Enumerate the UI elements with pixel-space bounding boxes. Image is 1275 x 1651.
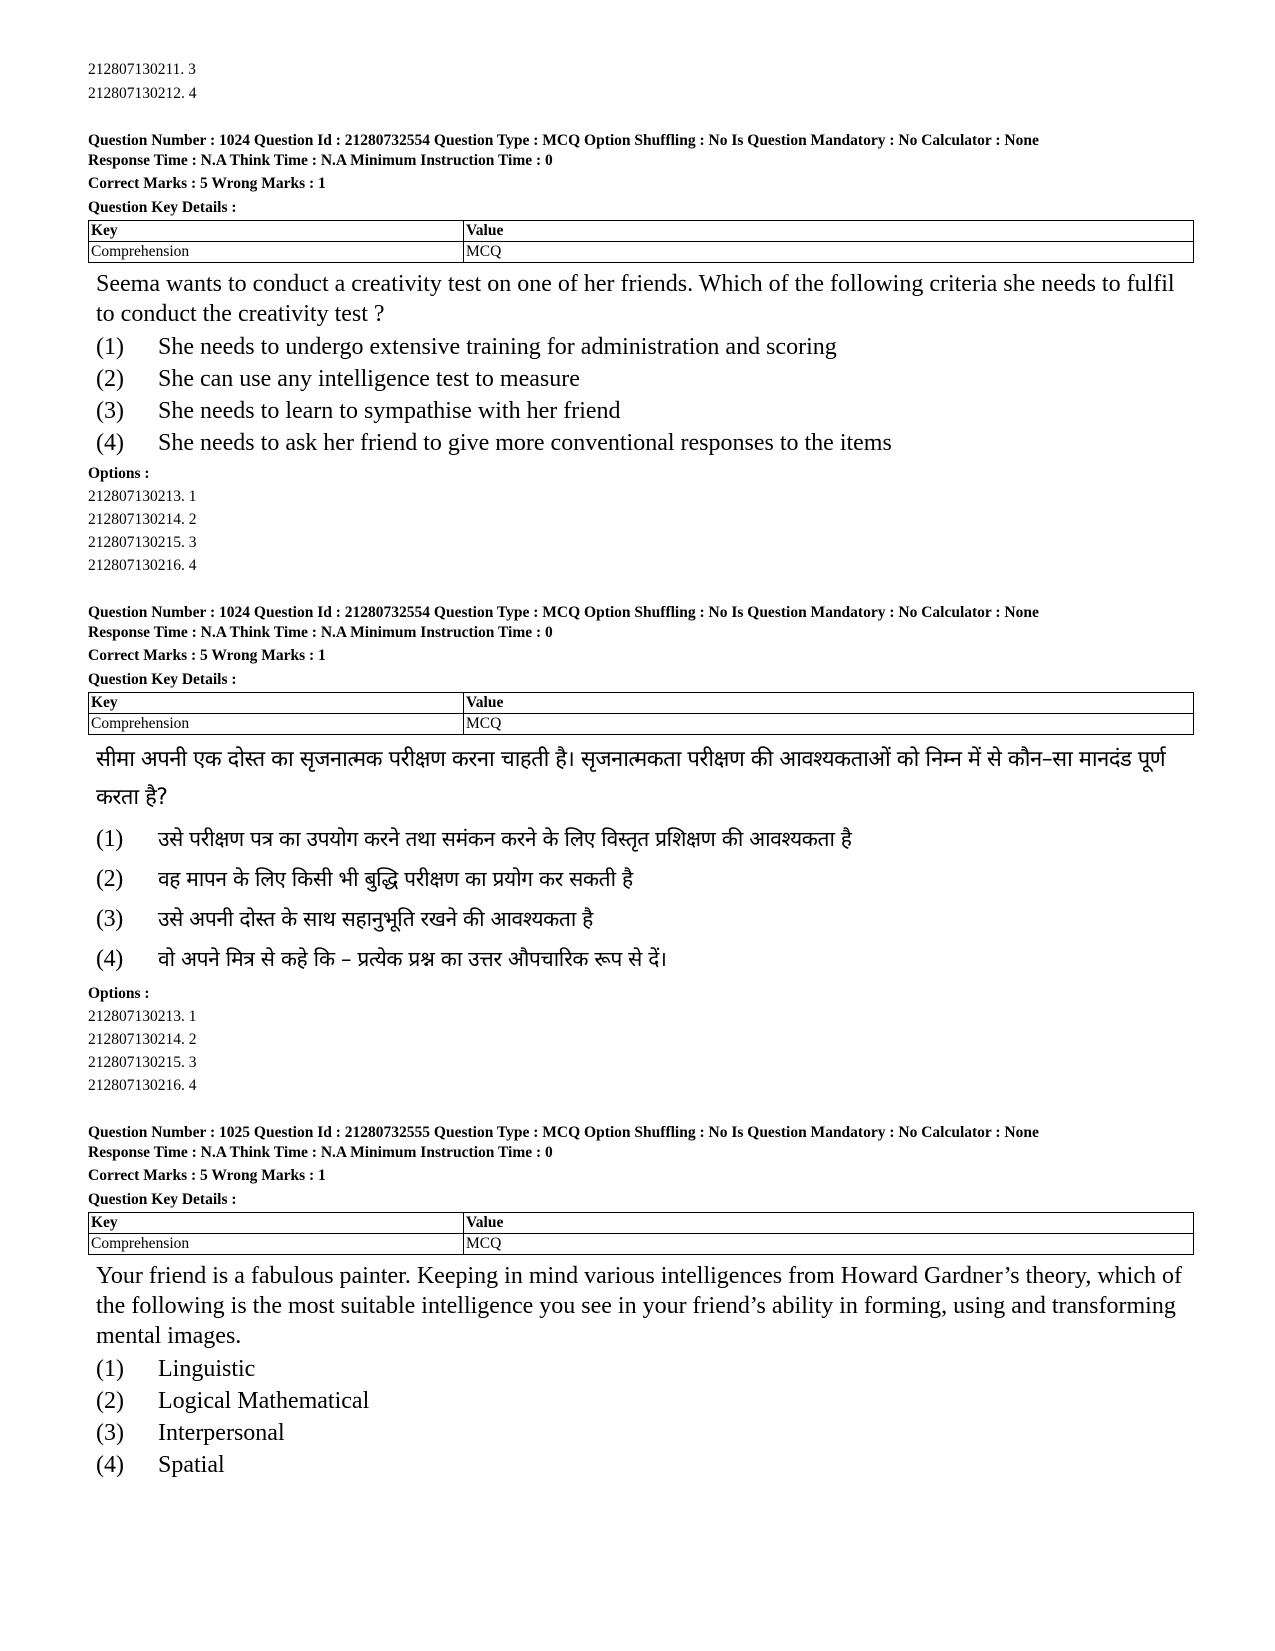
- question-text: Seema wants to conduct a creativity test on one of her friends. Which of the following criteria she needs to fulfil to conduct the creativity test ?: [96, 271, 1175, 327]
- question-separator: [88, 577, 1198, 603]
- choice-text: She needs to learn to sympathise with her friend: [158, 398, 621, 424]
- key-table-row: [89, 1234, 1194, 1255]
- choice-number: (4): [96, 1452, 124, 1478]
- key-table-row: [89, 714, 1194, 735]
- question-key-table: [88, 1212, 1194, 1255]
- option-id-line: 212807130211. 3: [88, 61, 196, 78]
- choice-number: (2): [96, 366, 124, 392]
- option-id-line: 212807130216. 4: [88, 557, 197, 574]
- choice-text: She needs to ask her friend to give more conventional responses to the items: [158, 430, 892, 456]
- options-label: Options :: [88, 985, 150, 1002]
- choice-number: (2): [96, 866, 123, 892]
- choice-number: (1): [96, 826, 123, 852]
- key-header-cell: Key: [89, 1213, 464, 1234]
- choice-text: Linguistic: [158, 1356, 256, 1382]
- answer-choice: [96, 395, 1198, 427]
- answer-choices: [96, 1353, 1198, 1481]
- value-cell: MCQ: [464, 1234, 1194, 1255]
- answer-choice: [96, 939, 1198, 979]
- key-cell: Comprehension: [89, 242, 464, 263]
- question-1024-english: [88, 131, 1198, 577]
- choice-text: She needs to undergo extensive training for administration and scoring: [158, 334, 837, 360]
- key-header-cell: Key: [89, 221, 464, 242]
- question-timing-line: Response Time : N.A Think Time : N.A Minimum Instruction Time : 0: [88, 151, 553, 169]
- value-header-cell: Value: [464, 221, 1194, 242]
- previous-question-options: [88, 58, 1198, 106]
- question-marks: Correct Marks : 5 Wrong Marks : 1: [88, 175, 326, 192]
- question-key-details-label: Question Key Details :: [88, 1190, 237, 1208]
- choice-text: Logical Mathematical: [158, 1388, 370, 1414]
- question-marks: Correct Marks : 5 Wrong Marks : 1: [88, 1167, 326, 1184]
- choice-number: (3): [96, 1420, 124, 1446]
- value-cell: MCQ: [464, 242, 1194, 263]
- option-id-line: 212807130216. 4: [88, 1077, 197, 1094]
- choice-text: उसे परीक्षण पत्र का उपयोग करने तथा समंकन करने के लिए विस्तृत प्रशिक्षण की आवश्यकता है: [158, 827, 852, 851]
- choice-number: (1): [96, 1356, 124, 1382]
- question-text: सीमा अपनी एक दोस्त का सृजनात्मक परीक्षण करना चाहती है। सृजनात्मकता परीक्षण की आवश्यकताओं को निम्न में से कौन–सा मानदंड पूर्ण करता है?: [96, 747, 1166, 810]
- question-text: Your friend is a fabulous painter. Keeping in mind various intelligences from Howard Gardner’s theory, which of the following is the most suitable intelligence you see in your friend’s ability in forming, using and transforming mental images.: [96, 1263, 1182, 1349]
- question-timing-line: Response Time : N.A Think Time : N.A Minimum Instruction Time : 0: [88, 1143, 553, 1161]
- options-label: Options :: [88, 465, 150, 482]
- answer-choice: [96, 1353, 1198, 1385]
- value-header-cell: Value: [464, 1213, 1194, 1234]
- question-1025-english: [88, 1123, 1198, 1481]
- choice-number: (3): [96, 906, 123, 932]
- key-table-header-row: [89, 221, 1194, 242]
- value-header-cell: Value: [464, 693, 1194, 714]
- choice-text: Spatial: [158, 1452, 225, 1478]
- answer-choice: [96, 331, 1198, 363]
- document-page: [88, 58, 1198, 1481]
- question-key-table: [88, 692, 1194, 735]
- answer-choices: [96, 331, 1198, 459]
- choice-number: (3): [96, 398, 124, 424]
- answer-choice: [96, 1385, 1198, 1417]
- question-key-details-label: Question Key Details :: [88, 670, 237, 688]
- option-id-line: 212807130215. 3: [88, 534, 197, 551]
- choice-text: वह मापन के लिए किसी भी बुद्धि परीक्षण का प्रयोग कर सकती है: [158, 867, 633, 891]
- choice-text: उसे अपनी दोस्त के साथ सहानुभूति रखने की आवश्यकता है: [158, 907, 593, 931]
- choice-text: Interpersonal: [158, 1420, 285, 1446]
- option-id-line: 212807130212. 4: [88, 85, 197, 102]
- option-id-line: 212807130213. 1: [88, 488, 197, 505]
- question-key-details-label: Question Key Details :: [88, 198, 237, 216]
- question-meta-line: Question Number : 1025 Question Id : 21280732555 Question Type : MCQ Option Shuffling : No Is Question Mandatory : No Calculator : None: [88, 1124, 1039, 1141]
- choice-number: (2): [96, 1388, 124, 1414]
- question-separator: [88, 1097, 1198, 1123]
- question-timing-line: Response Time : N.A Think Time : N.A Minimum Instruction Time : 0: [88, 623, 553, 641]
- value-cell: MCQ: [464, 714, 1194, 735]
- choice-number: (4): [96, 430, 124, 456]
- choice-number: (4): [96, 946, 123, 972]
- choice-text: वो अपने मित्र से कहे कि – प्रत्येक प्रश्न का उत्तर औपचारिक रूप से दें।: [158, 947, 667, 971]
- answer-choice: [96, 819, 1198, 859]
- option-id-list: [88, 1005, 1198, 1097]
- answer-choice: [96, 899, 1198, 939]
- choice-text: She can use any intelligence test to measure: [158, 366, 580, 392]
- question-1024-hindi: [88, 603, 1198, 1097]
- question-marks: Correct Marks : 5 Wrong Marks : 1: [88, 647, 326, 664]
- key-cell: Comprehension: [89, 714, 464, 735]
- key-table-header-row: [89, 1213, 1194, 1234]
- answer-choice: [96, 859, 1198, 899]
- question-meta-line: Question Number : 1024 Question Id : 21280732554 Question Type : MCQ Option Shuffling : No Is Question Mandatory : No Calculator : None: [88, 604, 1039, 621]
- answer-choice: [96, 1449, 1198, 1481]
- key-header-cell: Key: [89, 693, 464, 714]
- key-table-header-row: [89, 693, 1194, 714]
- question-meta-line: Question Number : 1024 Question Id : 21280732554 Question Type : MCQ Option Shuffling : No Is Question Mandatory : No Calculator : None: [88, 132, 1039, 149]
- key-table-row: [89, 242, 1194, 263]
- answer-choice: [96, 1417, 1198, 1449]
- key-cell: Comprehension: [89, 1234, 464, 1255]
- option-id-line: 212807130214. 2: [88, 511, 197, 528]
- choice-number: (1): [96, 334, 124, 360]
- option-id-list: [88, 485, 1198, 577]
- question-key-table: [88, 220, 1194, 263]
- option-id-line: 212807130214. 2: [88, 1031, 197, 1048]
- answer-choice: [96, 427, 1198, 459]
- option-id-line: 212807130213. 1: [88, 1008, 197, 1025]
- answer-choices: [96, 819, 1198, 979]
- answer-choice: [96, 363, 1198, 395]
- option-id-line: 212807130215. 3: [88, 1054, 197, 1071]
